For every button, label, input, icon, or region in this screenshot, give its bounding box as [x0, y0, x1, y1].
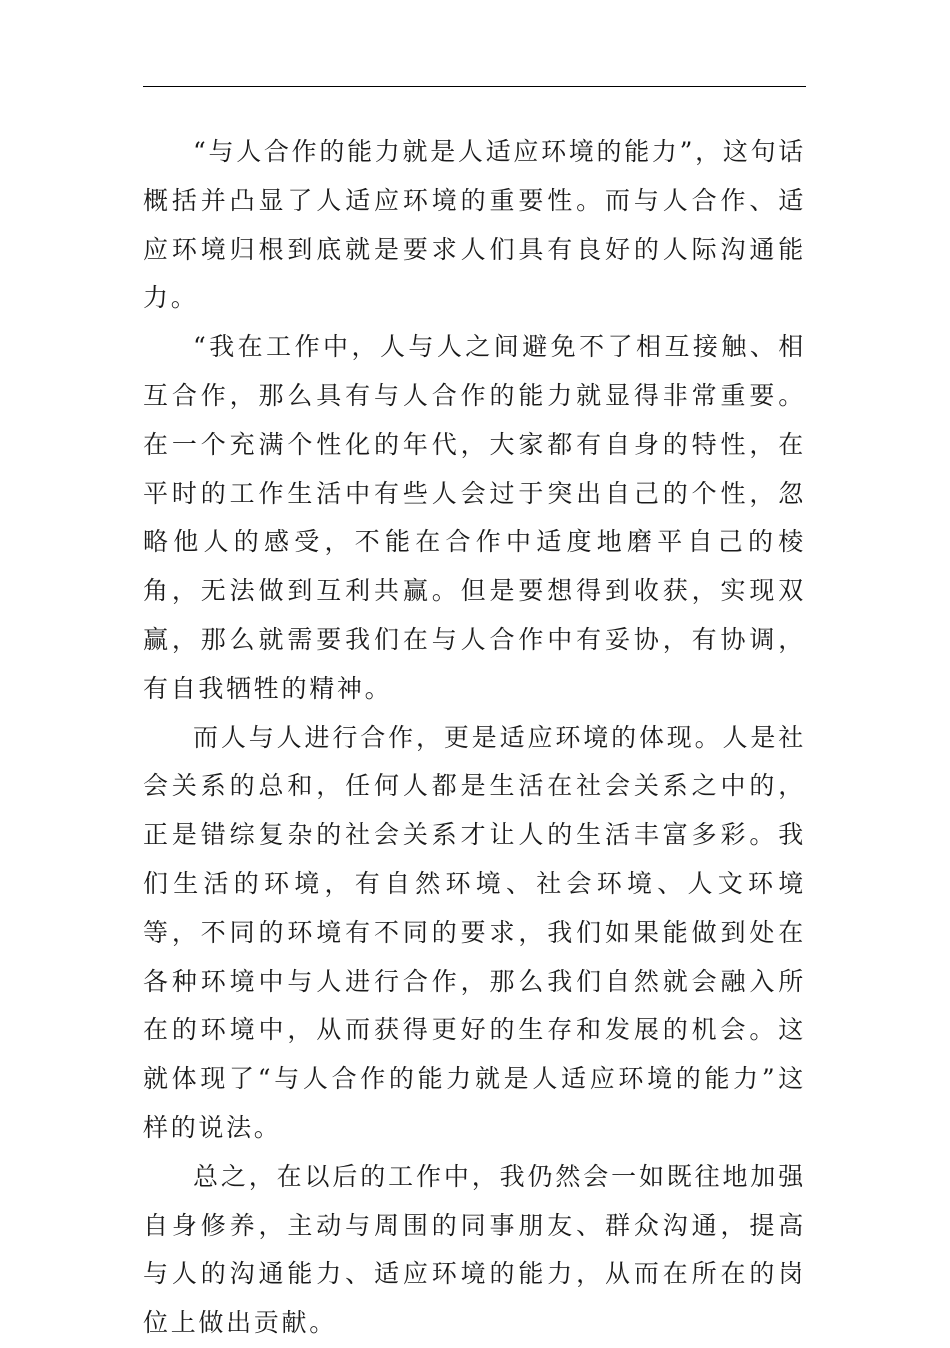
header-rule	[143, 86, 806, 87]
document-body	[143, 128, 806, 1348]
paragraph-3: 而人与人进行合作，更是适应环境的体现。人是社会关系的总和，任何人都是生活在社会关系之中的，正是错综复杂的社会关系才让人的生活丰富多彩。我们生活的环境，有自然环境、社会环境、人文环境等，不同的环境有不同的要求，我们如果能做到处在各种环境中与人进行合作，那么我们自然就会融入所在的环境中，从而获得更好的生存和发展的机会。这就体现了“与人合作的能力就是人适应环境的能力”这样的说法。	[143, 722, 806, 1142]
paragraph-4: 总之，在以后的工作中，我仍然会一如既往地加强自身修养，主动与周围的同事朋友、群众沟通，提高与人的沟通能力、适应环境的能力，从而在所在的岗位上做出贡献。	[143, 1161, 806, 1338]
paragraph-2: “我在工作中，人与人之间避免不了相互接触、相互合作，那么具有与人合作的能力就显得非常重要。在一个充满个性化的年代，大家都有自身的特性，在平时的工作生活中有些人会过于突出自己的个性，忽略他人的感受，不能在合作中适度地磨平自己的棱角，无法做到互利共赢。但是要想得到收获，实现双赢，那么就需要我们在与人合作中有妥协，有协调，有自我牺牲的精神。	[143, 332, 806, 703]
paragraph-1: “与人合作的能力就是人适应环境的能力”，这句话概括并凸显了人适应环境的重要性。而与人合作、适应环境归根到底就是要求人们具有良好的人际沟通能力。	[143, 137, 806, 313]
